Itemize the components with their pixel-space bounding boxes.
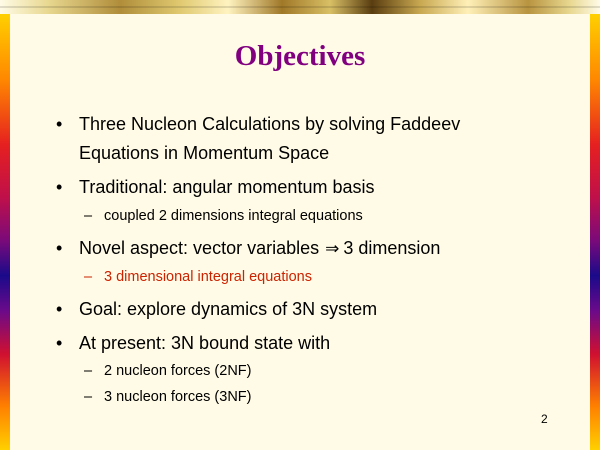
dash-icon: – — [84, 363, 93, 379]
bullet-three-nucleon-continued: Equations in Momentum Space — [79, 143, 330, 163]
slide-title: Objectives — [234, 40, 366, 72]
bullet-text: Novel aspect: vector variables — [79, 238, 320, 258]
dash-icon: – — [84, 208, 93, 224]
bullet-at-present — [56, 333, 330, 354]
sub-bullet-text: coupled 2 dimensions integral equations — [104, 208, 363, 224]
bullet-novel-aspect — [56, 238, 440, 259]
bullet-goal — [56, 299, 377, 320]
sub-bullet-text: 3 nucleon forces (3NF) — [104, 389, 252, 405]
left-decorative-bar — [0, 14, 10, 450]
dash-icon: – — [84, 389, 93, 405]
bullet-three-nucleon — [56, 114, 460, 135]
top-decorative-bar — [0, 0, 600, 14]
bullet-text: Three Nucleon Calculations by solving Faddeev — [79, 114, 461, 134]
bullet-traditional — [56, 177, 374, 198]
page-number: 2 — [541, 412, 548, 426]
bullet-icon: • — [56, 114, 63, 134]
sub-bullet-2nf — [84, 363, 251, 379]
bullet-text: At present: 3N bound state with — [79, 333, 331, 353]
sub-bullet-text: 3 dimensional integral equations — [104, 269, 312, 285]
sub-bullet-3d-integral — [84, 269, 312, 285]
right-decorative-bar — [590, 14, 600, 450]
bullet-text-suffix: 3 dimension — [343, 238, 441, 258]
sub-bullet-text: 2 nucleon forces (2NF) — [104, 363, 252, 379]
bullet-icon: • — [56, 333, 63, 353]
implies-arrow-icon: ⇒ — [325, 239, 340, 259]
sub-bullet-coupled — [84, 208, 363, 224]
bullet-icon: • — [56, 238, 63, 258]
sub-bullet-3nf — [84, 389, 251, 405]
bullet-icon: • — [56, 177, 63, 197]
bullet-text: Traditional: angular momentum basis — [79, 177, 375, 197]
dash-icon: – — [84, 269, 93, 285]
bullet-icon: • — [56, 299, 63, 319]
bullet-text: Goal: explore dynamics of 3N system — [79, 299, 378, 319]
